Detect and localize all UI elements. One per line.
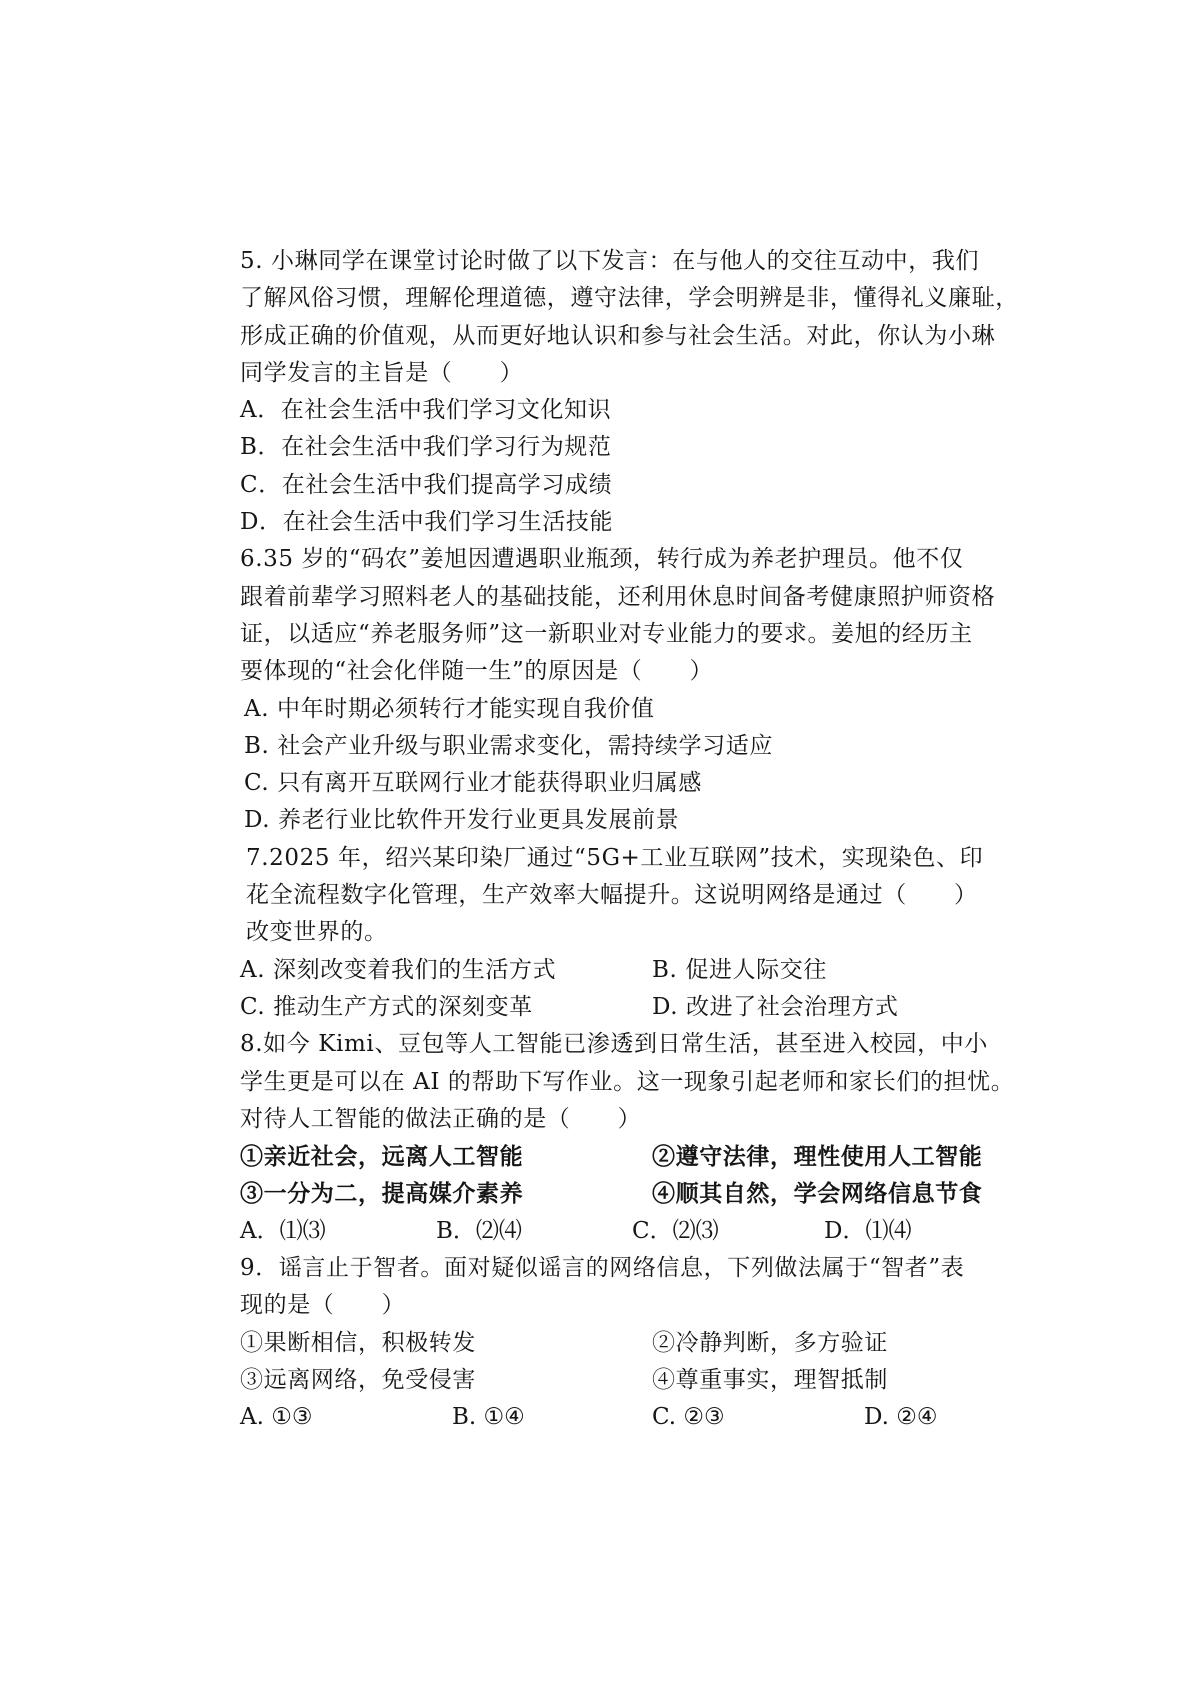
question-8-stem-line: 8.如今 Kimi、豆包等人工智能已渗透到日常生活，甚至进入校园，中小: [240, 1031, 988, 1058]
question-6: [240, 541, 1040, 839]
question-9-options-row: [240, 1399, 1040, 1436]
question-9-statement-3: ③远离网络，免受侵害: [240, 1366, 476, 1393]
question-8-statement-1: ①亲近社会，远离人工智能: [240, 1143, 524, 1171]
question-9-option-d: D. ②④: [864, 1404, 938, 1431]
question-8-option-a: A．⑴⑶: [240, 1217, 326, 1244]
question-8-options-row: [240, 1213, 1040, 1250]
question-6-stem-line: 要体现的“社会化伴随一生”的原因是（ ）: [240, 658, 714, 685]
question-6-option-b: B. 社会产业升级与职业需求变化，需持续学习适应: [244, 732, 773, 759]
question-5-option-b: B．在社会生活中我们学习行为规范: [240, 434, 612, 461]
question-9-statement-1: ①果断相信，积极转发: [240, 1329, 476, 1356]
question-9-option-b: B. ①④: [452, 1404, 525, 1431]
question-9-statements-row: [240, 1325, 1040, 1362]
question-8-stem-line: 学生更是可以在 AI 的帮助下写作业。这一现象引起老师和家长们的担忧。: [240, 1068, 1015, 1095]
question-5-option-c: C．在社会生活中我们提高学习成绩: [240, 471, 613, 498]
question-7: [240, 840, 1040, 1026]
question-6-stem-line: 证，以适应“养老服务师”这一新职业对专业能力的要求。姜旭的经历主: [240, 620, 973, 647]
question-7-option-a: A. 深刻改变着我们的生活方式: [240, 956, 557, 983]
question-7-options-row: [240, 989, 1040, 1026]
question-6-stem-line: 跟着前辈学习照料老人的基础技能，还利用休息时间备考健康照护师资格: [240, 583, 996, 610]
question-9: [240, 1250, 1040, 1436]
question-5-stem-line: 5. 小琳同学在课堂讨论时做了以下发言：在与他人的交往互动中，我们: [240, 248, 980, 274]
question-9-stem-line: 现的是（ ）: [240, 1292, 406, 1319]
question-6-option-a: A. 中年时期必须转行才能实现自我价值: [244, 695, 655, 722]
question-8-stem-line: 对待人工智能的做法正确的是（ ）: [240, 1105, 642, 1132]
question-8-statement-4: ④顺其自然，学会网络信息节食: [652, 1180, 983, 1208]
question-8-statements-row: [240, 1138, 1040, 1175]
question-8-statement-3: ③一分为二，提高媒介素养: [240, 1180, 524, 1208]
question-7-option-d: D. 改进了社会治理方式: [652, 993, 899, 1020]
question-8-statement-2: ②遵守法律，理性使用人工智能: [652, 1143, 983, 1171]
question-8: [240, 1026, 1040, 1250]
question-9-option-a: A. ①③: [240, 1404, 313, 1431]
question-9-statement-4: ④尊重事实，理智抵制: [652, 1366, 888, 1393]
question-9-stem-line: 9．谣言止于智者。面对疑似谣言的网络信息，下列做法属于“智者”表: [240, 1255, 965, 1282]
question-7-stem-line: 7.2025 年，绍兴某印染厂通过“5G+工业互联网”技术，实现染色、印: [246, 844, 984, 871]
question-list: [240, 243, 1040, 1437]
question-8-option-c: C．⑵⑶: [632, 1217, 719, 1244]
question-7-option-b: B. 促进人际交往: [652, 956, 827, 983]
question-9-statements-row: [240, 1362, 1040, 1399]
question-5-stem-line: 了解风俗习惯，理解伦理道德，遵守法律，学会明辨是非，懂得礼义廉耻，: [240, 285, 1019, 312]
question-8-statements-row: [240, 1175, 1040, 1212]
question-7-option-c: C. 推动生产方式的深刻变革: [240, 993, 533, 1020]
question-6-option-c: C. 只有离开互联网行业才能获得职业归属感: [244, 770, 703, 797]
question-8-option-b: B．⑵⑷: [436, 1217, 522, 1244]
question-5-stem-line: 同学发言的主旨是（ ）: [240, 359, 524, 386]
question-5-option-a: A．在社会生活中我们学习文化知识: [240, 397, 612, 424]
question-9-statement-2: ②冷静判断，多方验证: [652, 1329, 888, 1356]
question-9-option-c: C. ②③: [652, 1404, 725, 1431]
question-7-stem-line: 改变世界的。: [246, 919, 388, 946]
question-7-options-row: [240, 952, 1040, 989]
question-5: [240, 243, 1040, 541]
question-7-stem-line: 花全流程数字化管理，生产效率大幅提升。这说明网络是通过（ ）: [246, 882, 978, 909]
question-6-option-d: D. 养老行业比软件开发行业更具发展前景: [244, 807, 680, 834]
question-5-option-d: D．在社会生活中我们学习生活技能: [240, 509, 614, 536]
question-5-stem-line: 形成正确的价值观，从而更好地认识和参与社会生活。对此，你认为小琳: [240, 322, 996, 349]
question-6-stem-line: 6.35 岁的“码农”姜旭因遭遇职业瓶颈，转行成为养老护理员。他不仅: [240, 546, 964, 573]
question-8-option-d: D．⑴⑷: [824, 1217, 912, 1244]
